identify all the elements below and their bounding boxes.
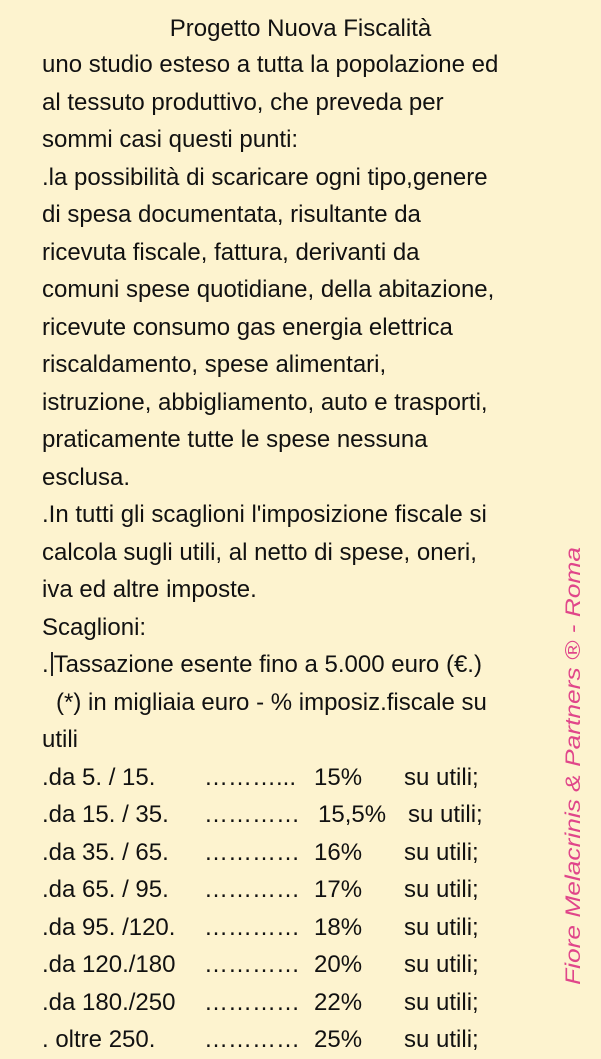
bracket-range: .da 35. / 65. — [42, 838, 169, 866]
watermark-svg — [552, 545, 592, 995]
author-watermark — [552, 545, 592, 995]
bracket-rate: 18% — [314, 913, 363, 941]
bracket-row — [42, 796, 567, 834]
paragraph-line: uno studio esteso a tutta la popolazione ed — [42, 51, 499, 78]
paragraph-line: .la possibilità di scaricare ogni tipo,genere — [42, 163, 488, 191]
bracket-leader-dots: ………… — [204, 876, 300, 903]
bracket-unit: su utili; — [404, 763, 479, 791]
paragraph-line: al tessuto produttivo, che preveda per — [42, 88, 444, 116]
bracket-unit: su utili; — [404, 951, 479, 978]
bracket-range: .da 120./180 — [42, 951, 176, 978]
paragraph-line: ricevute consumo gas energia elettrica — [42, 313, 453, 341]
bracket-range: .da 180./250 — [42, 988, 176, 1016]
document-body — [42, 46, 567, 1059]
paragraph-line: calcola sugli utili, al netto di spese, oneri, — [42, 538, 477, 566]
units-note-line: (*) in migliaia euro - % imposiz.fiscale su — [56, 688, 487, 716]
exempt-prefix: . — [42, 651, 49, 678]
tax-brackets-list — [42, 759, 567, 1059]
bracket-unit: su utili; — [404, 988, 479, 1016]
bracket-leader-dots: ………… — [204, 1026, 300, 1053]
bracket-leader-dots: ………... — [204, 763, 297, 791]
paragraph-line: di spesa documentata, risultante da — [42, 201, 421, 228]
watermark-text: Fiore Melacrinis & Partners ® - Roma — [562, 635, 585, 985]
bracket-rate: 22% — [314, 988, 363, 1016]
document-title: Progetto Nuova Fiscalità — [169, 15, 432, 42]
bracket-range: .da 15. / 35. — [42, 801, 169, 828]
paragraph-line: .In tutti gli scaglioni l'imposizione fiscale si — [42, 501, 487, 528]
bracket-row — [42, 759, 567, 797]
bracket-range: .da 65. / 95. — [42, 876, 169, 903]
paragraph-line: sommi casi questi punti: — [42, 126, 299, 153]
exempt-threshold-line[interactable] — [42, 646, 567, 684]
bracket-leader-dots: ………… — [204, 801, 300, 828]
bracket-row — [42, 1021, 567, 1059]
bracket-rate: 17% — [314, 876, 363, 903]
bracket-rate: 16% — [314, 838, 363, 866]
bracket-rate: 15% — [314, 763, 363, 791]
bracket-range: . oltre 250. — [42, 1026, 156, 1053]
bracket-leader-dots: ………… — [204, 913, 300, 941]
paragraph-line: esclusa. — [42, 463, 131, 491]
paragraph-line: iva ed altre imposte. — [42, 576, 257, 603]
bracket-leader-dots: ………… — [204, 988, 300, 1016]
bracket-rate: 20% — [314, 951, 363, 978]
bracket-row — [42, 909, 567, 947]
text-cursor — [51, 652, 53, 676]
bracket-row — [42, 984, 567, 1022]
paragraph-line: comuni spese quotidiane, della abitazione, — [42, 276, 495, 303]
section-heading-scaglioni: Scaglioni: — [42, 613, 147, 641]
paragraph-line: riscaldamento, spese alimentari, — [42, 351, 387, 378]
bracket-row — [42, 871, 567, 909]
exempt-text: Tassazione esente fino a 5.000 euro (€.) — [53, 651, 482, 678]
bracket-unit: su utili; — [408, 801, 483, 828]
bracket-rate: 25% — [314, 1026, 363, 1053]
bracket-range: .da 5. / 15. — [42, 763, 156, 791]
bracket-leader-dots: ………… — [204, 951, 300, 978]
units-note-line-cont: utili — [42, 726, 79, 753]
bracket-row — [42, 946, 567, 984]
bracket-rate: 15,5% — [318, 801, 387, 828]
bracket-unit: su utili; — [404, 876, 479, 903]
bracket-leader-dots: ………… — [204, 838, 300, 866]
bracket-row — [42, 834, 567, 872]
paragraph-line: praticamente tutte le spese nessuna — [42, 426, 428, 453]
bracket-range: .da 95. /120. — [42, 913, 176, 941]
bracket-unit: su utili; — [404, 838, 479, 866]
paragraph-line: istruzione, abbigliamento, auto e trasporti, — [42, 388, 488, 416]
paragraph-line: ricevuta fiscale, fattura, derivanti da — [42, 238, 420, 266]
bracket-unit: su utili; — [404, 913, 479, 941]
bracket-unit: su utili; — [404, 1026, 479, 1053]
